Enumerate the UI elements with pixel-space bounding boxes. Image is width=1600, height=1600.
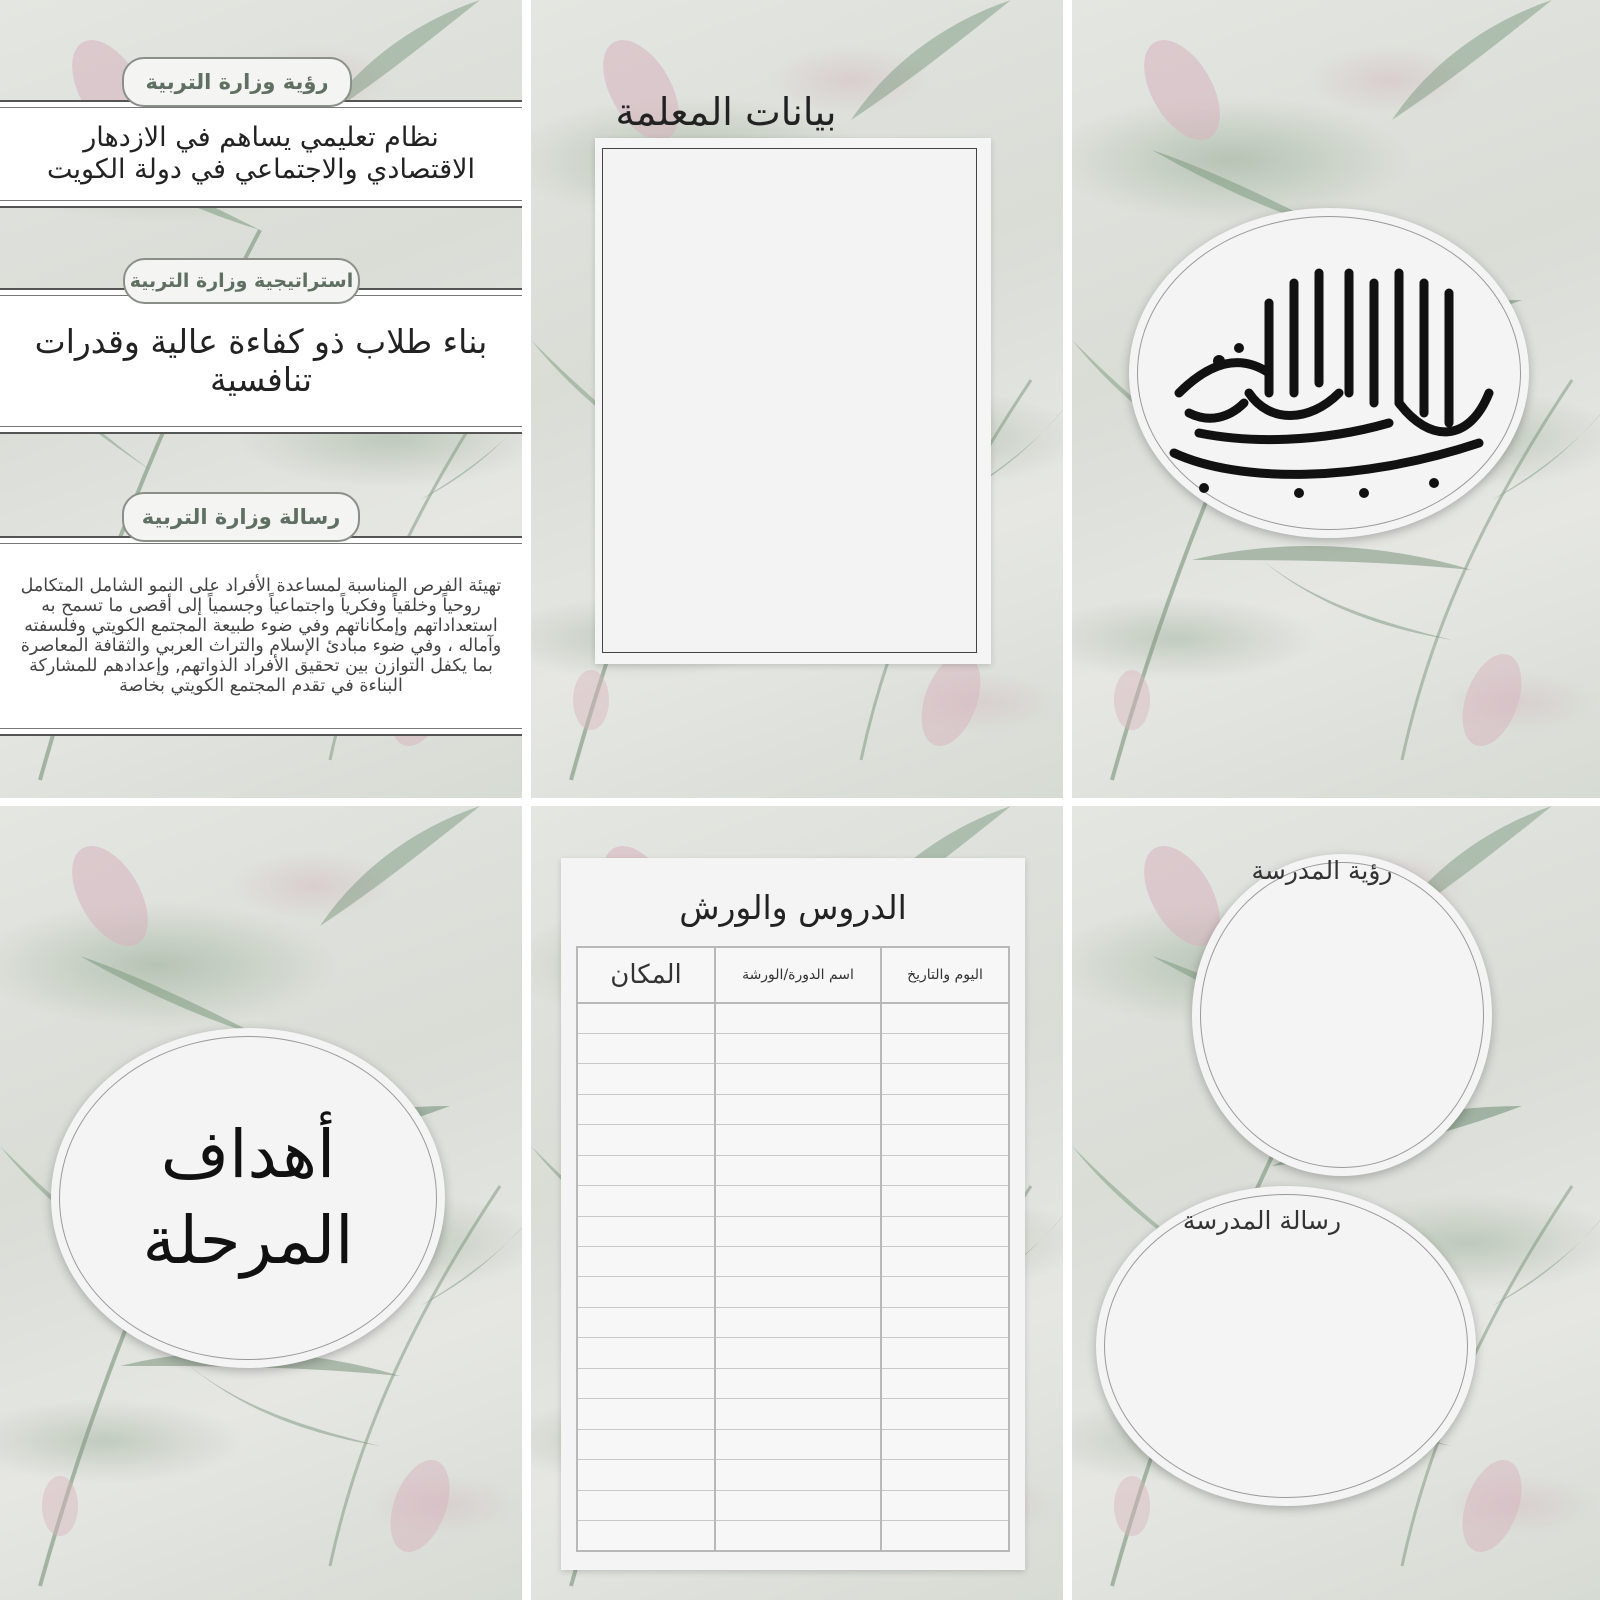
lessons-panel bbox=[531, 806, 1063, 1600]
table-cell[interactable] bbox=[715, 1490, 881, 1520]
ministry-panel bbox=[0, 0, 522, 798]
table-cell[interactable] bbox=[577, 1094, 715, 1124]
table-cell[interactable] bbox=[715, 1277, 881, 1307]
table-cell[interactable] bbox=[577, 1368, 715, 1398]
table-row bbox=[577, 1064, 1009, 1094]
teacher-info-frame bbox=[595, 138, 991, 664]
table-cell[interactable] bbox=[881, 1399, 1009, 1429]
column-header-course: اسم الدورة/الورشة bbox=[715, 947, 881, 1003]
table-cell[interactable] bbox=[577, 1003, 715, 1033]
table-cell[interactable] bbox=[577, 1186, 715, 1216]
school-mission-label: رسالة المدرسة bbox=[1182, 1206, 1342, 1235]
table-row bbox=[577, 1186, 1009, 1216]
table-cell[interactable] bbox=[715, 1429, 881, 1459]
goals-title-line2: المرحلة bbox=[142, 1202, 354, 1279]
lessons-table bbox=[576, 946, 1010, 1552]
table-cell[interactable] bbox=[881, 1368, 1009, 1398]
table-cell[interactable] bbox=[881, 1064, 1009, 1094]
table-row bbox=[577, 1247, 1009, 1277]
table-row bbox=[577, 1155, 1009, 1185]
table-cell[interactable] bbox=[715, 1460, 881, 1490]
table-row bbox=[577, 1460, 1009, 1490]
table-cell[interactable] bbox=[577, 1307, 715, 1337]
table-cell[interactable] bbox=[715, 1003, 881, 1033]
table-cell[interactable] bbox=[881, 1216, 1009, 1246]
basmala-oval bbox=[1129, 208, 1529, 538]
table-row bbox=[577, 1277, 1009, 1307]
table-cell[interactable] bbox=[577, 1460, 715, 1490]
table-cell[interactable] bbox=[715, 1399, 881, 1429]
table-cell[interactable] bbox=[577, 1520, 715, 1551]
table-cell[interactable] bbox=[577, 1338, 715, 1368]
table-cell[interactable] bbox=[881, 1460, 1009, 1490]
column-header-date: اليوم والتاريخ bbox=[881, 947, 1009, 1003]
table-cell[interactable] bbox=[881, 1429, 1009, 1459]
table-cell[interactable] bbox=[715, 1064, 881, 1094]
table-cell[interactable] bbox=[715, 1094, 881, 1124]
table-cell[interactable] bbox=[577, 1490, 715, 1520]
school-panel bbox=[1072, 806, 1600, 1600]
table-row bbox=[577, 1216, 1009, 1246]
table-cell[interactable] bbox=[881, 1125, 1009, 1155]
table-cell[interactable] bbox=[881, 1520, 1009, 1551]
basmala-calligraphy bbox=[1149, 243, 1509, 503]
table-row bbox=[577, 1399, 1009, 1429]
goals-title-line1: أهداف bbox=[160, 1116, 336, 1193]
table-cell[interactable] bbox=[577, 1125, 715, 1155]
table-cell[interactable] bbox=[881, 1094, 1009, 1124]
table-cell[interactable] bbox=[577, 1155, 715, 1185]
school-vision-oval[interactable] bbox=[1192, 854, 1492, 1176]
goals-title bbox=[142, 1112, 353, 1284]
ministry-vision-heading: رؤية وزارة التربية bbox=[122, 57, 352, 107]
table-cell[interactable] bbox=[577, 1399, 715, 1429]
table-row bbox=[577, 1490, 1009, 1520]
basmala-panel bbox=[1072, 0, 1600, 798]
table-row bbox=[577, 1003, 1009, 1033]
lessons-title: الدروس والورش bbox=[679, 888, 907, 927]
goals-panel bbox=[0, 806, 522, 1600]
ministry-mission-text: تهيئة الفرص المناسبة لمساعدة الأفراد على النمو الشامل المتكامل روحياً وخلقياً وفكرياً واجتماعياً وجسمياً إلى أقصى ما تسمح به استعداداتهم وإمكاناتهم وفي ضوء طبيعة المجتمع الكويتي وفلسفته وآماله ، وفي ضوء مبادئ الإسلام والتراث العربي والثقافة المعاصرة بما يكفل التوازن بين تحقيق الأفراد الذواتهم, وإعدادهم للمشاركة البناءة في تقدم المجتمع الكويتي بخاصة bbox=[0, 536, 522, 736]
table-cell[interactable] bbox=[715, 1520, 881, 1551]
table-cell[interactable] bbox=[577, 1216, 715, 1246]
table-header-row bbox=[577, 947, 1009, 1003]
ministry-mission-heading: رسالة وزارة التربية bbox=[122, 492, 360, 542]
table-row bbox=[577, 1094, 1009, 1124]
table-cell[interactable] bbox=[715, 1368, 881, 1398]
table-cell[interactable] bbox=[881, 1338, 1009, 1368]
table-row bbox=[577, 1520, 1009, 1551]
table-cell[interactable] bbox=[715, 1125, 881, 1155]
table-row bbox=[577, 1033, 1009, 1063]
table-cell[interactable] bbox=[715, 1307, 881, 1337]
table-cell[interactable] bbox=[577, 1429, 715, 1459]
teacher-info-box[interactable] bbox=[602, 148, 977, 653]
table-cell[interactable] bbox=[881, 1003, 1009, 1033]
table-cell[interactable] bbox=[881, 1033, 1009, 1063]
table-cell[interactable] bbox=[577, 1247, 715, 1277]
table-cell[interactable] bbox=[715, 1186, 881, 1216]
table-cell[interactable] bbox=[881, 1155, 1009, 1185]
table-cell[interactable] bbox=[881, 1490, 1009, 1520]
table-cell[interactable] bbox=[715, 1155, 881, 1185]
table-cell[interactable] bbox=[715, 1216, 881, 1246]
table-row bbox=[577, 1338, 1009, 1368]
goals-oval bbox=[51, 1028, 445, 1368]
table-cell[interactable] bbox=[715, 1033, 881, 1063]
table-cell[interactable] bbox=[577, 1033, 715, 1063]
table-cell[interactable] bbox=[715, 1247, 881, 1277]
ministry-strategy-text: بناء طلاب ذو كفاءة عالية وقدرات تنافسية bbox=[0, 288, 522, 434]
ministry-strategy-heading: استراتيجية وزارة التربية bbox=[123, 258, 360, 304]
school-vision-label: رؤية المدرسة bbox=[1251, 856, 1393, 885]
table-cell[interactable] bbox=[881, 1186, 1009, 1216]
table-row bbox=[577, 1125, 1009, 1155]
table-row bbox=[577, 1368, 1009, 1398]
ministry-vision-text: نظام تعليمي يساهم في الازدهار الاقتصادي والاجتماعي في دولة الكويت bbox=[0, 100, 522, 208]
teacher-panel bbox=[531, 0, 1063, 798]
table-cell[interactable] bbox=[577, 1064, 715, 1094]
table-cell[interactable] bbox=[577, 1277, 715, 1307]
table-row bbox=[577, 1307, 1009, 1337]
table-cell[interactable] bbox=[881, 1307, 1009, 1337]
column-header-place: المكان bbox=[577, 947, 715, 1003]
table-cell[interactable] bbox=[881, 1247, 1009, 1277]
table-cell[interactable] bbox=[881, 1277, 1009, 1307]
table-row bbox=[577, 1429, 1009, 1459]
lessons-sheet bbox=[561, 858, 1025, 1570]
teacher-data-title: بيانات المعلمة bbox=[615, 90, 837, 134]
table-cell[interactable] bbox=[715, 1338, 881, 1368]
